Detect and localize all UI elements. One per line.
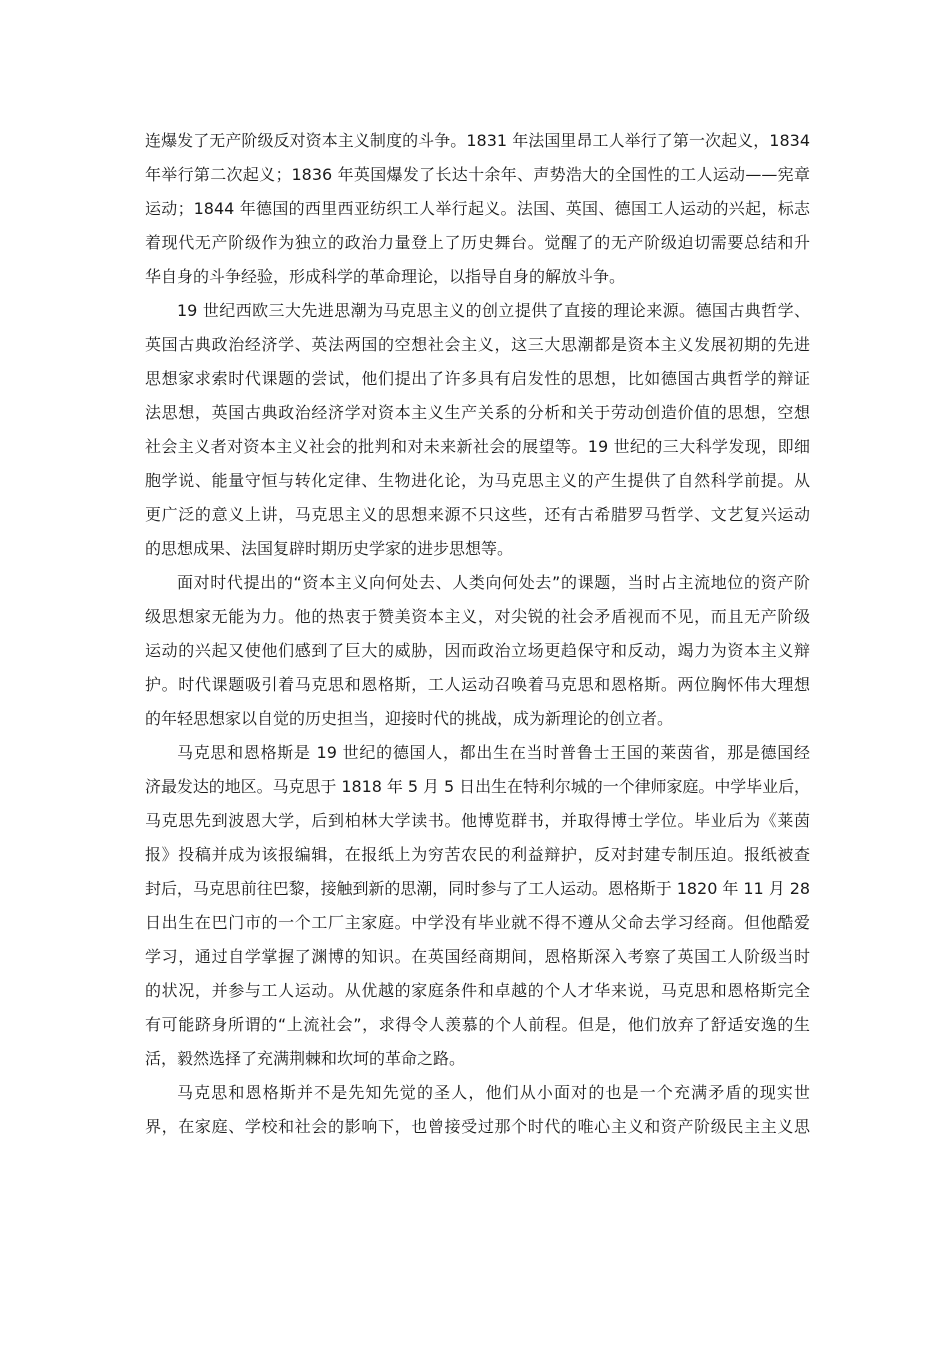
text-line: 运动的兴起又使他们感到了巨大的威胁，因而政治立场更趋保守和反动，竭力为资本主义辩	[145, 641, 810, 660]
text-line: 有可能跻身所谓的“上流社会”，求得令人羡慕的个人前程。但是，他们放弃了舒适安逸的生	[145, 1015, 810, 1034]
text-line: 的思想成果、法国复辟时期历史学家的进步思想等。	[145, 539, 514, 558]
text-line: 马克思和恩格斯是 19 世纪的德国人，都出生在当时普鲁士王国的莱茵省，那是德国经	[177, 743, 810, 762]
text-line: 的年轻思想家以自觉的历史担当，迎接时代的挑战，成为新理论的创立者。	[145, 709, 674, 728]
paragraph	[145, 124, 810, 294]
text-line: 报》投稿并成为该报编辑，在报纸上为穷苦农民的利益辩护，反对封建专制压迫。报纸被查	[145, 845, 810, 864]
text-line: 华自身的斗争经验，形成科学的革命理论，以指导自身的解放斗争。	[145, 267, 626, 286]
text-line: 级思想家无能为力。他的热衷于赞美资本主义，对尖锐的社会矛盾视而不见，而且无产阶级	[145, 607, 810, 626]
text-line: 运动；1844 年德国的西里西亚纺织工人举行起义。法国、英国、德国工人运动的兴起，标志	[145, 199, 810, 218]
text-line: 面对时代提出的“资本主义向何处去、人类向何处去”的课题，当时占主流地位的资产阶	[177, 573, 810, 592]
text-line: 着现代无产阶级作为独立的政治力量登上了历史舞台。觉醒了的无产阶级迫切需要总结和升	[145, 233, 810, 252]
text-line: 连爆发了无产阶级反对资本主义制度的斗争。1831 年法国里昂工人举行了第一次起义，1834	[145, 131, 810, 150]
paragraph	[145, 294, 810, 566]
text-line: 日出生在巴门市的一个工厂主家庭。中学没有毕业就不得不遵从父命去学习经商。但他酷爱	[145, 913, 810, 932]
text-line: 界，在家庭、学校和社会的影响下，也曾接受过那个时代的唯心主义和资产阶级民主主义思	[145, 1117, 810, 1136]
text-line: 马克思先到波恩大学，后到柏林大学读书。他博览群书，并取得博士学位。毕业后为《莱茵	[145, 811, 810, 830]
paragraph	[145, 566, 810, 736]
text-line: 马克思和恩格斯并不是先知先觉的圣人，他们从小面对的也是一个充满矛盾的现实世	[177, 1083, 810, 1102]
body-text	[145, 124, 810, 1144]
text-line: 胞学说、能量守恒与转化定律、生物进化论，为马克思主义的产生提供了自然科学前提。从	[145, 471, 810, 490]
text-line: 济最发达的地区。马克思于 1818 年 5 月 5 日出生在特利尔城的一个律师家庭。中学毕业后，	[145, 777, 810, 796]
text-line: 学习，通过自学掌握了渊博的知识。在英国经商期间，恩格斯深入考察了英国工人阶级当时	[145, 947, 810, 966]
paragraph	[145, 1076, 810, 1144]
text-line: 封后，马克思前往巴黎，接触到新的思潮，同时参与了工人运动。恩格斯于 1820 年 11 月 28	[145, 879, 810, 898]
text-line: 的状况，并参与工人运动。从优越的家庭条件和卓越的个人才华来说，马克思和恩格斯完全	[145, 981, 810, 1000]
text-line: 思想家求索时代课题的尝试，他们提出了许多具有启发性的思想，比如德国古典哲学的辩证	[145, 369, 810, 388]
text-line: 英国古典政治经济学、英法两国的空想社会主义，这三大思潮都是资本主义发展初期的先进	[145, 335, 810, 354]
text-line: 社会主义者对资本主义社会的批判和对未来新社会的展望等。19 世纪的三大科学发现，即细	[145, 437, 810, 456]
text-line: 法思想，英国古典政治经济学对资本主义生产关系的分析和关于劳动创造价值的思想，空想	[145, 403, 810, 422]
text-line: 年举行第二次起义；1836 年英国爆发了长达十余年、声势浩大的全国性的工人运动——宪章	[145, 165, 810, 184]
text-line: 更广泛的意义上讲，马克思主义的思想来源不只这些，还有古希腊罗马哲学、文艺复兴运动	[145, 505, 810, 524]
text-line: 19 世纪西欧三大先进思潮为马克思主义的创立提供了直接的理论来源。德国古典哲学、	[177, 301, 810, 320]
paragraph	[145, 736, 810, 1076]
text-line: 护。时代课题吸引着马克思和恩格斯，工人运动召唤着马克思和恩格斯。两位胸怀伟大理想	[145, 675, 810, 694]
text-line: 活，毅然选择了充满荆棘和坎坷的革命之路。	[145, 1049, 466, 1068]
